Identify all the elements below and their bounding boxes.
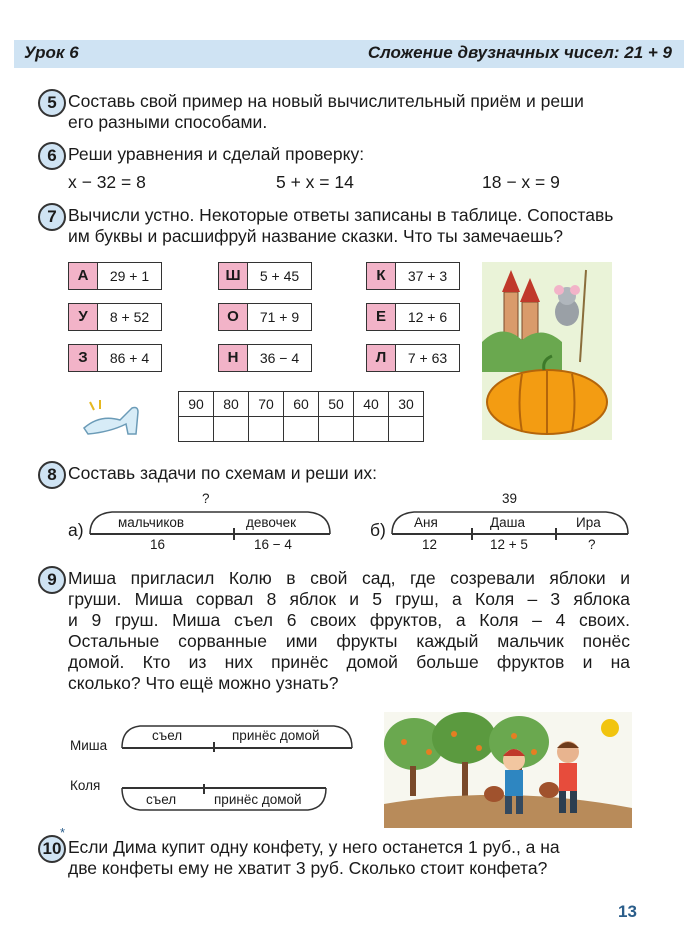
task-7-line2: им буквы и расшифруй название сказки. Что ты замечаешь? (68, 226, 563, 246)
task-9-line: Остальные сорванные ими фрукты каждый мальчик понёс (68, 631, 630, 651)
task-10-line2: две конфеты ему не хватит 3 руб. Сколько стоит конфета? (68, 858, 548, 878)
task-10-number: 10 (38, 835, 66, 863)
page-number: 13 (618, 902, 637, 921)
task-5-line1: Составь свой пример на новый вычислительный приём и реши (68, 91, 584, 111)
answer-cell: 60 (284, 392, 319, 417)
scheme-b-value2: 12 + 5 (490, 537, 528, 552)
equation-2: 5 + x = 14 (276, 172, 354, 192)
task-6-number: 6 (38, 142, 66, 170)
cell-expression: 5 + 45 (259, 268, 300, 284)
cell-expression: 7 + 63 (407, 350, 448, 366)
blank-cell[interactable] (284, 417, 319, 442)
task-9-line: груши. Миша сорвал 8 яблок и 5 груш, а Коля – 3 яблока (68, 589, 630, 609)
blank-cell[interactable] (319, 417, 354, 442)
answer-row (179, 392, 424, 417)
cell-letter: А (69, 263, 98, 289)
task-10-star: * (60, 825, 66, 840)
cell-expression: 12 + 6 (407, 309, 448, 325)
scheme-b-dasha: Даша (490, 515, 525, 530)
letter-cell (68, 303, 162, 331)
misha-label: Миша (70, 738, 108, 753)
scheme-b-value3: ? (588, 537, 596, 552)
misha-home: принёс домой (232, 728, 320, 743)
kolya-home: принёс домой (214, 792, 302, 807)
cell-letter: О (219, 304, 248, 330)
scheme-a-total: ? (202, 491, 210, 506)
task-7-line1: Вычисли устно. Некоторые ответы записаны в таблице. Сопоставь (68, 205, 614, 225)
task-5-line2: его разными способами. (68, 112, 268, 132)
letter-cell (68, 262, 162, 290)
task-7-number: 7 (38, 203, 66, 231)
cell-letter: Е (367, 304, 396, 330)
equation-1: x − 32 = 8 (68, 172, 146, 192)
letter-cell (366, 262, 460, 290)
kolya-ate: съел (146, 792, 177, 807)
garden-boys-illustration (384, 712, 632, 828)
cell-expression: 37 + 3 (407, 268, 448, 284)
task-5-number: 5 (38, 89, 66, 117)
scheme-a-value1: 16 (150, 537, 166, 552)
equation-3: 18 − x = 9 (482, 172, 560, 192)
letter-row (179, 417, 424, 442)
task-8-text: Составь задачи по схемам и реши их: (68, 463, 377, 483)
task-9-line: и 9 груш. Миша съел 6 своих фруктов, а Коля – 4 своих. (68, 610, 630, 630)
task-6-text: Реши уравнения и сделай проверку: (68, 144, 365, 164)
answer-cell: 40 (354, 392, 389, 417)
scheme-a-boys: мальчиков (118, 515, 185, 530)
scheme-a-label: а) (68, 520, 84, 540)
answer-cell: 80 (214, 392, 249, 417)
cell-expression: 29 + 1 (109, 268, 150, 284)
letter-cell (218, 344, 312, 372)
letter-cell (218, 303, 312, 331)
cell-expression: 36 − 4 (259, 350, 300, 366)
answer-cell: 30 (389, 392, 424, 417)
scheme-b-total: 39 (502, 491, 518, 506)
scheme-a-girls: девочек (246, 515, 297, 530)
lesson-topic: Сложение двузначных чисел: 21 + 9 (367, 43, 672, 62)
cell-expression: 8 + 52 (109, 309, 150, 325)
cell-letter: У (69, 304, 98, 330)
cell-expression: 71 + 9 (259, 309, 300, 325)
blank-cell[interactable] (214, 417, 249, 442)
misha-ate: съел (152, 728, 183, 743)
letter-cell (366, 344, 460, 372)
task-8-number: 8 (38, 461, 66, 489)
answer-cell: 50 (319, 392, 354, 417)
task-9-number: 9 (38, 566, 66, 594)
task-9-line: домой. Кто из них принёс домой больше фруктов и на (68, 652, 630, 672)
blank-cell[interactable] (179, 417, 214, 442)
lesson-number: Урок 6 (24, 43, 79, 62)
glass-slipper-icon (80, 398, 144, 438)
task-10-line1: Если Дима купит одну конфету, у него останется 1 руб., а на (68, 837, 560, 857)
cell-letter: К (367, 263, 396, 289)
scheme-b-ira: Ира (576, 515, 601, 530)
cell-letter: Л (367, 345, 396, 371)
kolya-label: Коля (70, 778, 101, 793)
scheme-b-value1: 12 (422, 537, 438, 552)
letter-cell (218, 262, 312, 290)
task-9-line: Миша пригласил Колю в свой сад, где созревали яблоки и (68, 568, 630, 588)
answer-cell: 70 (249, 392, 284, 417)
lesson-header (14, 40, 684, 68)
scheme-a-value2: 16 − 4 (254, 537, 292, 552)
letter-cell (366, 303, 460, 331)
blank-cell[interactable] (389, 417, 424, 442)
blank-cell[interactable] (249, 417, 284, 442)
cell-letter: З (69, 345, 98, 371)
cell-letter: Ш (219, 263, 248, 289)
cell-letter: Н (219, 345, 248, 371)
task-9-line: сколько? Что ещё можно узнать? (68, 673, 339, 693)
scheme-b-label: б) (370, 520, 386, 540)
cell-expression: 86 + 4 (109, 350, 150, 366)
fairy-tale-illustration (482, 262, 612, 440)
scheme-b-anya: Аня (414, 515, 438, 530)
answer-cell: 90 (179, 392, 214, 417)
answer-table (178, 391, 424, 442)
blank-cell[interactable] (354, 417, 389, 442)
letter-cell (68, 344, 162, 372)
